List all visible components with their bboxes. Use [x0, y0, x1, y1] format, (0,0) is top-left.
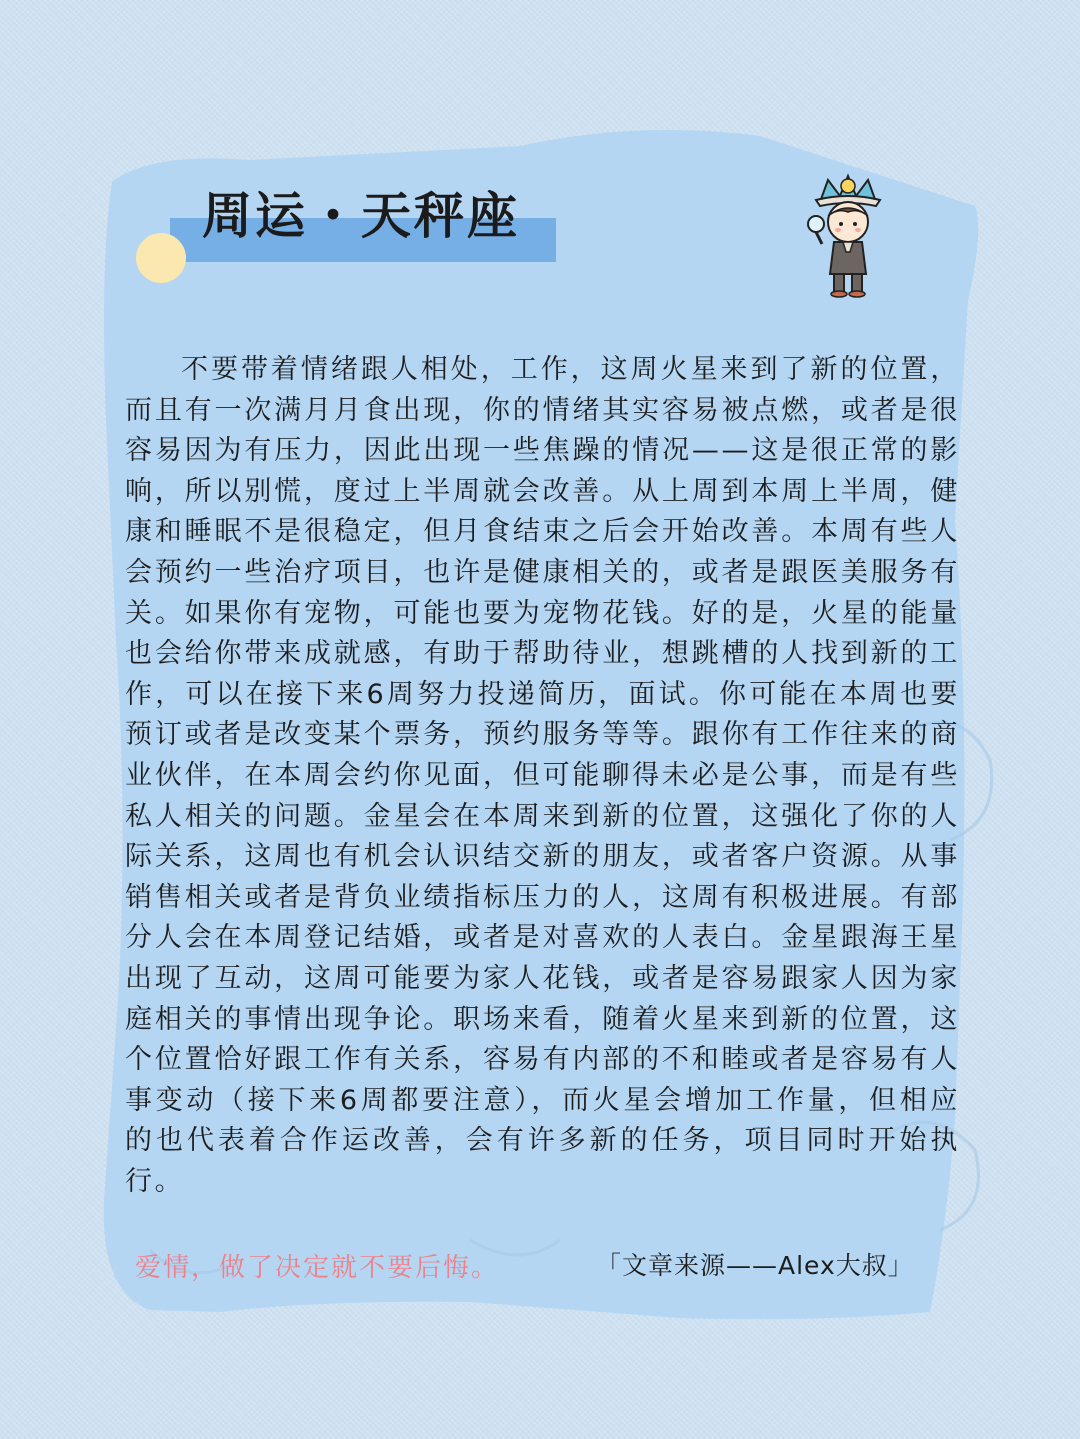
article-body: 不要带着情绪跟人相处，工作，这周火星来到了新的位置，而且有一次满月月食出现，你的情绪其实容易被点燃，或者是很容易因为有压力，因此出现一些焦躁的情况——这是很正常的影响，所以别慌，度过上半周就会改善。从上周到本周上半周，健康和睡眠不是很稳定，但月食结束之后会开始改善。本周有些人会预约一些治疗项目，也许是健康相关的，或者是跟医美服务有关。如果你有宠物，可能也要为宠物花钱。好的是，火星的能量也会给你带来成就感，有助于帮助待业，想跳槽的人找到新的工作，可以在接下来6周努力投递简历，面试。你可能在本周也要预订或者是改变某个票务，预约服务等等。跟你有工作往来的商业伙伴，在本周会约你见面，但可能聊得未必是公事，而是有些私人相关的问题。金星会在本周来到新的位置，这强化了你的人际关系，这周也有机会认识结交新的朋友，或者客户资源。从事销售相关或者是背负业绩指标压力的人，这周有积极进展。有部分人会在本周登记结婚，或者是对喜欢的人表白。金星跟海王星出现了互动，这周可能要为家人花钱，或者是容易跟家人因为家庭相关的事情出现争论。职场来看，随着火星来到新的位置，这个位置恰好跟工作有关系，容易有内部的不和睦或者是容易有人事变动（接下来6周都要注意），而火星会增加工作量，但相应的也代表着合作运改善，会有许多新的任务，项目同时开始执行。 — [125, 354, 960, 1197]
mascot-icon — [798, 172, 898, 302]
article-source: 「文章来源——Alex大叔」 — [596, 1251, 914, 1280]
page-title: 周运・天秤座 — [202, 187, 520, 245]
title-dot — [136, 233, 186, 283]
love-quote: 爱情，做了决定就不要后悔。 — [135, 1253, 500, 1283]
